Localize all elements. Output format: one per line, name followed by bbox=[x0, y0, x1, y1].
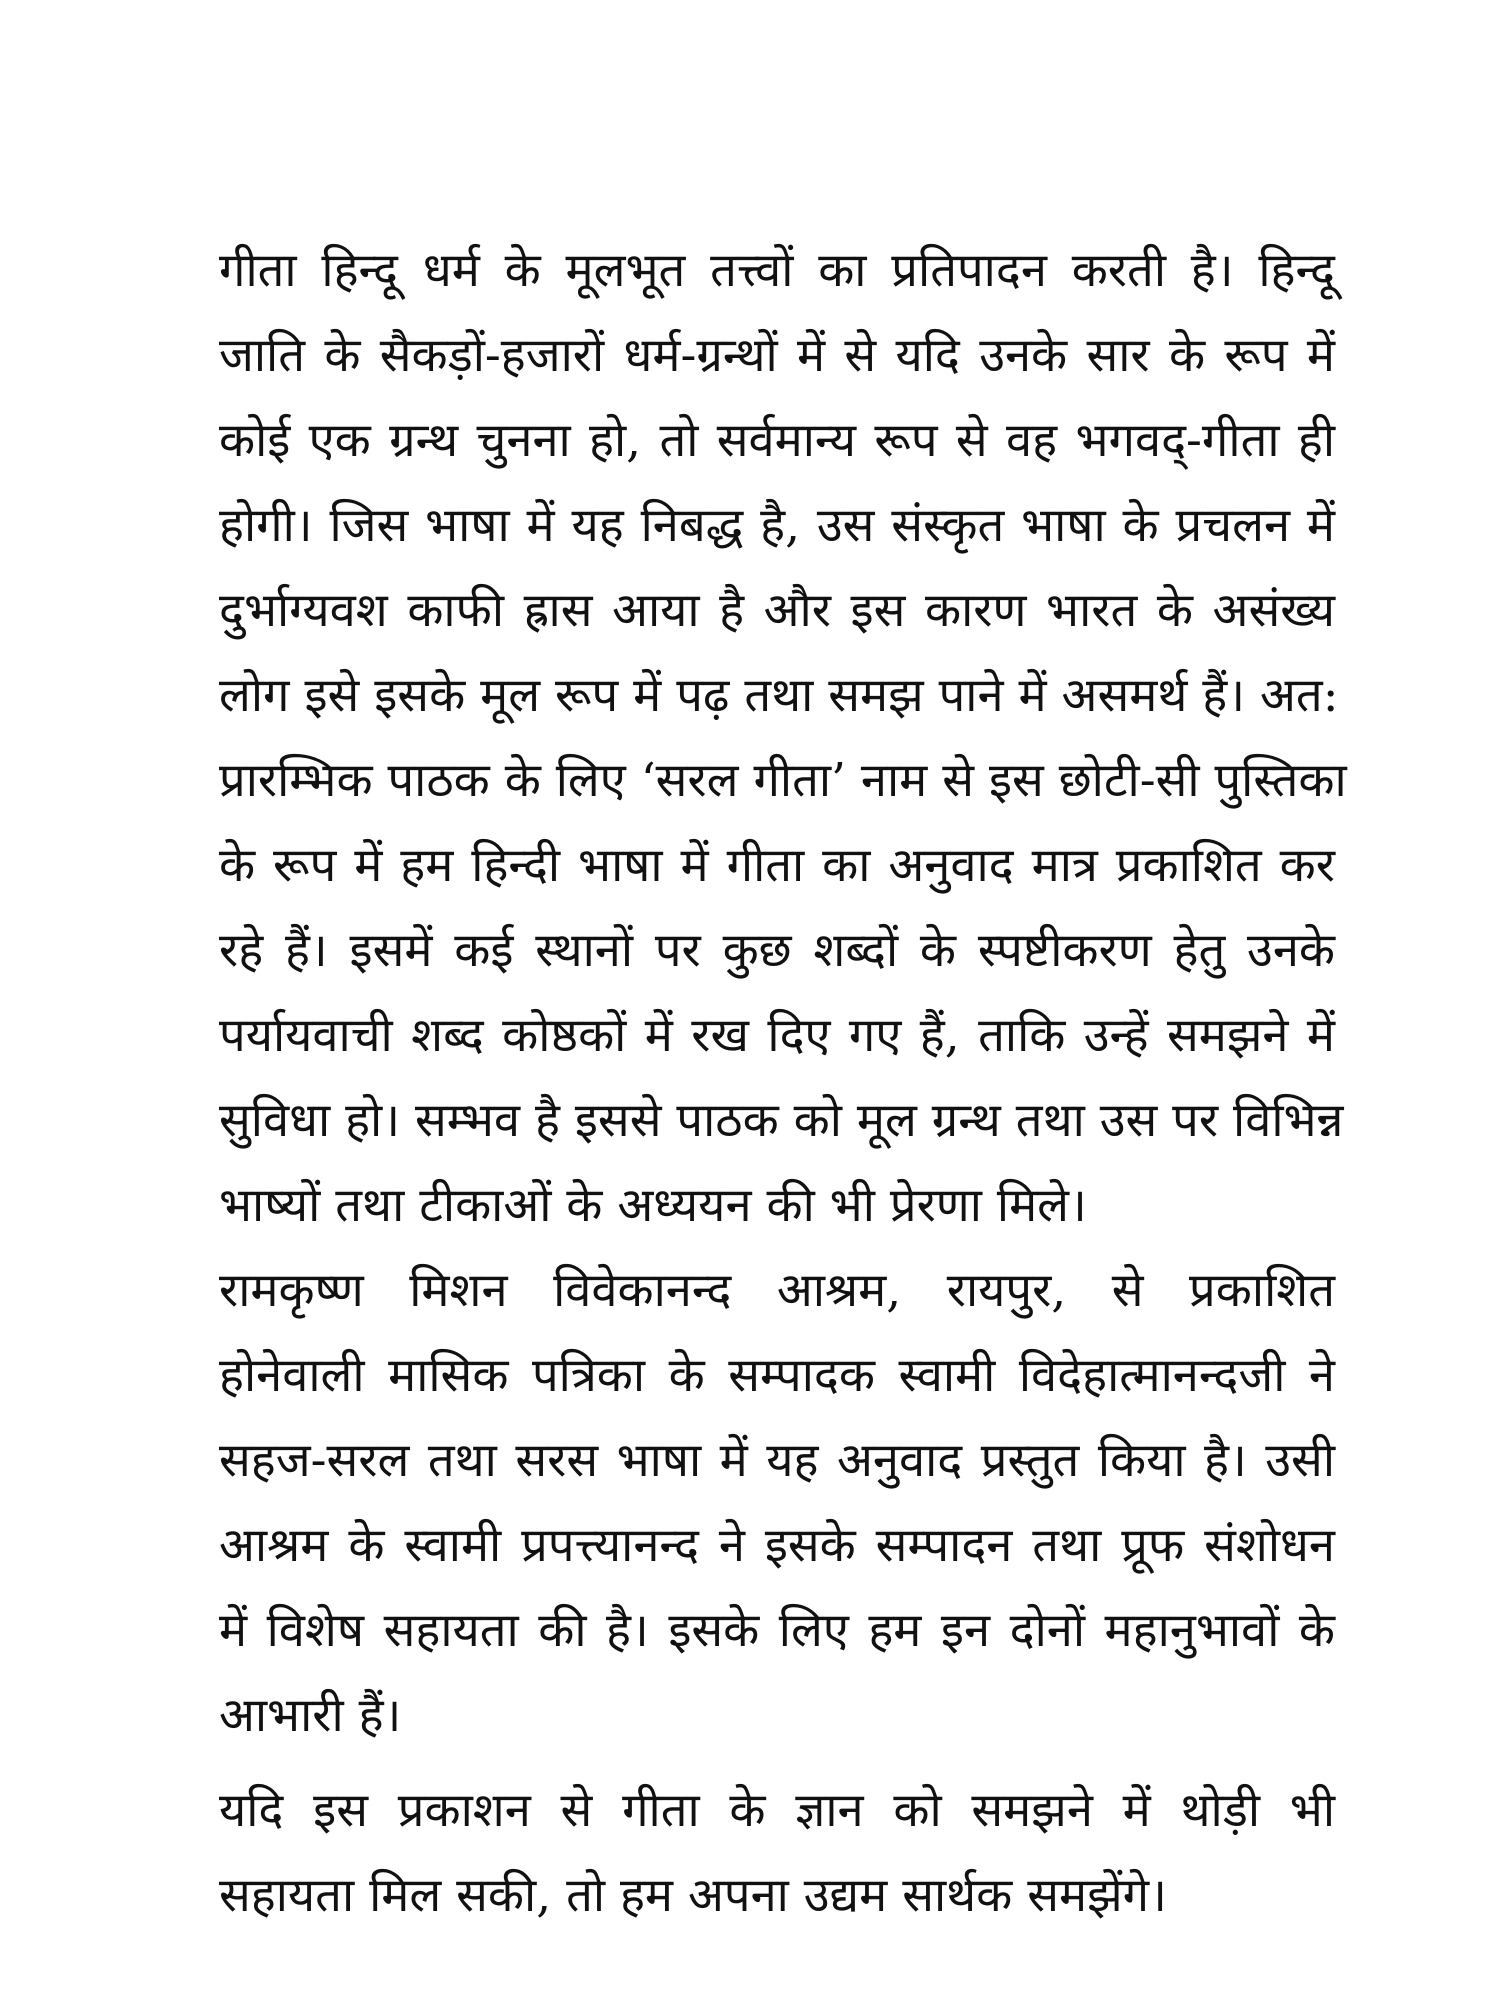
paragraph-1-line-12: भाष्यों तथा टीकाओं के अध्ययन की भी प्रेरणा मिले। bbox=[219, 1178, 1087, 1233]
paragraph-3-line-2: सहायता मिल सकी, तो हम अपना उद्यम सार्थक समझेंगे। bbox=[219, 1868, 1167, 1923]
paragraph-1-line-7: प्रारम्भिक पाठक के लिए ‘सरल गीता’ नाम से इस छोटी-सी पुस्तिका bbox=[219, 753, 1347, 808]
paragraph-1-line-1: गीता हिन्दू धर्म के मूलभूत तत्त्वों का प्रतिपादन करती है। हिन्दू bbox=[219, 243, 1335, 298]
paragraph-2-line-1: रामकृष्ण मिशन विवेकानन्द आश्रम, रायपुर, से प्रकाशित bbox=[219, 1263, 1335, 1318]
paragraph-2-line-6: आभारी हैं। bbox=[219, 1688, 402, 1743]
paragraph-1-line-6: लोग इसे इसके मूल रूप में पढ़ तथा समझ पाने में असमर्थ हैं। अत: bbox=[219, 668, 1339, 723]
paragraph-2-line-3: सहज-सरल तथा सरस भाषा में यह अनुवाद प्रस्तुत किया है। उसी bbox=[219, 1433, 1335, 1488]
paragraph-2-line-5: में विशेष सहायता की है। इसके लिए हम इन दोनों महानुभावों के bbox=[219, 1603, 1335, 1658]
paragraph-3 bbox=[163, 1768, 1335, 1938]
paragraph-1 bbox=[163, 228, 1347, 1248]
paragraph-1-line-3: कोई एक ग्रन्थ चुनना हो, तो सर्वमान्य रूप से वह भगवद्-गीता ही bbox=[219, 413, 1335, 468]
paragraph-1-line-4: होगी। जिस भाषा में यह निबद्ध है, उस संस्कृत भाषा के प्रचलन में bbox=[219, 498, 1335, 553]
paragraph-1-line-10: पर्यायवाची शब्द कोष्ठकों में रख दिए गए हैं, ताकि उन्हें समझने में bbox=[219, 1008, 1335, 1063]
document-text bbox=[163, 228, 1347, 1938]
paragraph-2 bbox=[163, 1248, 1335, 1758]
paragraph-1-line-9: रहे हैं। इसमें कई स्थानों पर कुछ शब्दों के स्पष्टीकरण हेतु उनके bbox=[219, 923, 1335, 978]
paragraph-1-line-8: के रूप में हम हिन्दी भाषा में गीता का अनुवाद मात्र प्रकाशित कर bbox=[219, 838, 1335, 893]
paragraph-1-line-2: जाति के सैकड़ों-हजारों धर्म-ग्रन्थों में से यदि उनके सार के रूप में bbox=[219, 328, 1335, 383]
paragraph-1-line-11: सुविधा हो। सम्भव है इससे पाठक को मूल ग्रन्थ तथा उस पर विभिन्न bbox=[219, 1093, 1344, 1148]
paragraph-1-line-5: दुर्भाग्यवश काफी ह्रास आया है और इस कारण भारत के असंख्य bbox=[219, 583, 1335, 638]
paragraph-2-line-2: होनेवाली मासिक पत्रिका के सम्पादक स्वामी विदेहात्मानन्दजी ने bbox=[219, 1348, 1335, 1403]
paragraph-2-line-4: आश्रम के स्वामी प्रपत्त्यानन्द ने इसके सम्पादन तथा प्रूफ संशोधन bbox=[219, 1518, 1335, 1573]
paragraph-3-line-1: यदि इस प्रकाशन से गीता के ज्ञान को समझने में थोड़ी भी bbox=[219, 1783, 1335, 1838]
